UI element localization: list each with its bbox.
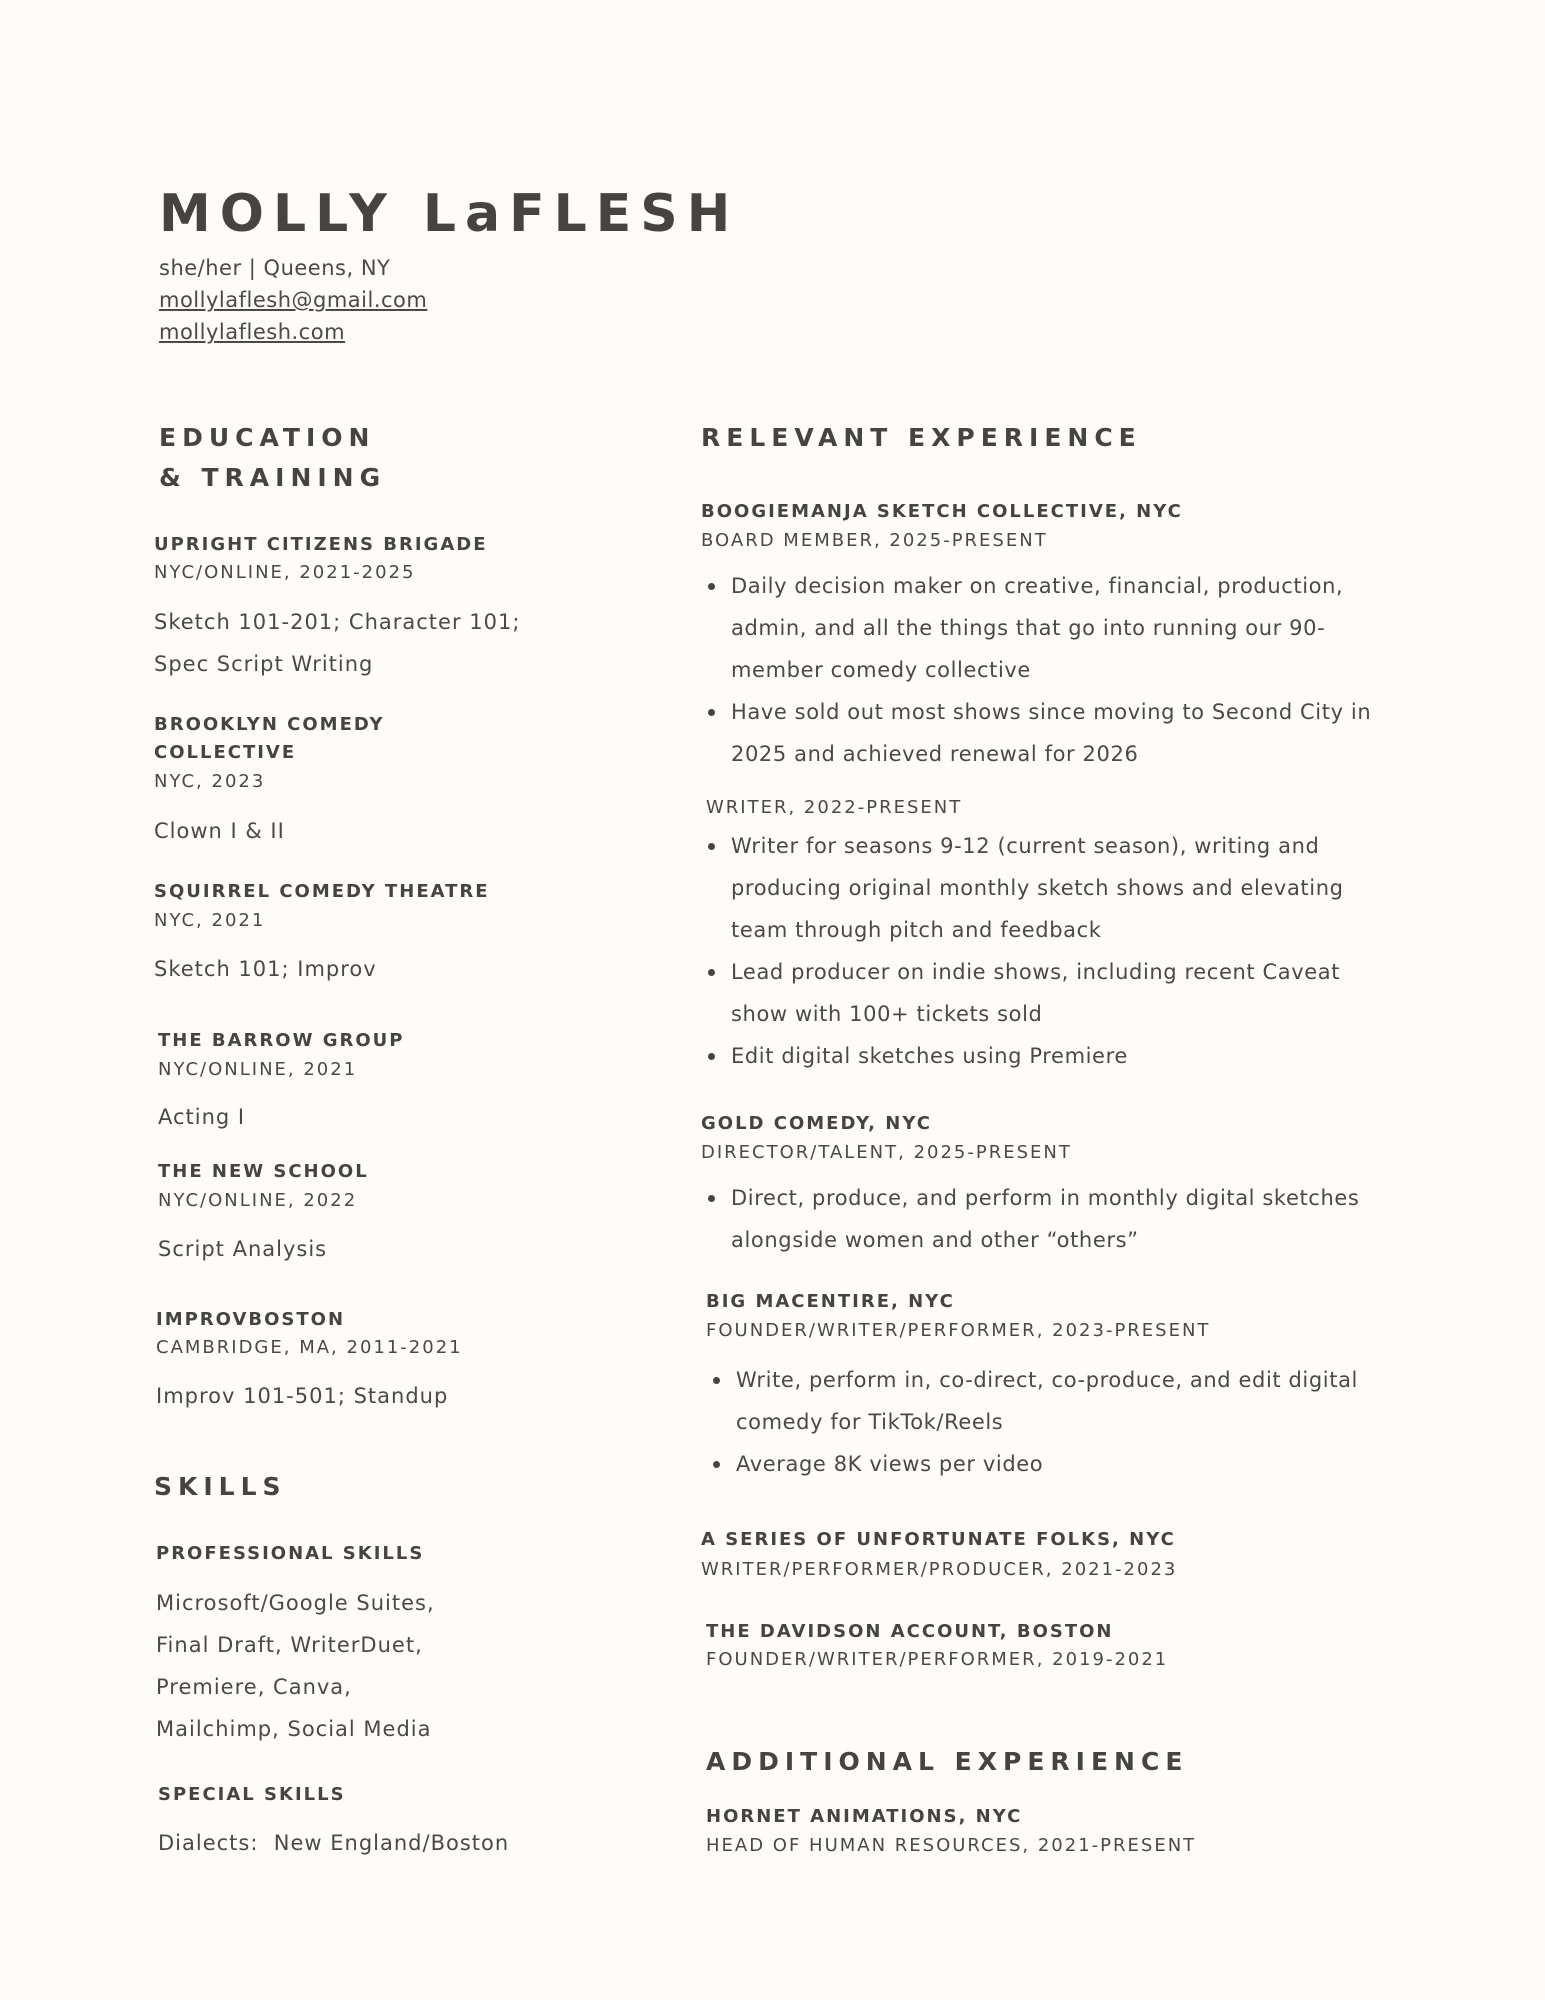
bullet-item: Direct, produce, and perform in monthly digital sketches alongside women and other “others” <box>708 1177 1388 1261</box>
org-name: BOOGIEMANJA SKETCH COLLECTIVE, NYC <box>701 501 1183 522</box>
role: HEAD OF HUMAN RESOURCES, 2021-PRESENT <box>706 1835 1197 1856</box>
school-name: BROOKLYN COMEDY COLLECTIVE <box>154 714 385 763</box>
education-heading: EDUCATION & TRAINING <box>159 423 387 492</box>
pronouns-location: she/her | Queens, NY <box>159 256 391 280</box>
bullet-item: Have sold out most shows since moving to Second City in 2025 and achieved renewal for 2026 <box>708 691 1388 775</box>
school-location: NYC/ONLINE, 2021 <box>158 1059 358 1080</box>
bullet-list <box>708 1177 1388 1261</box>
professional-skills-heading: PROFESSIONAL SKILLS <box>156 1543 425 1564</box>
bullet-item: Lead producer on indie shows, including recent Caveat show with 100+ tickets sold <box>708 951 1388 1035</box>
org-name: A SERIES OF UNFORTUNATE FOLKS, NYC <box>701 1529 1176 1550</box>
bullet-list <box>708 825 1388 1077</box>
special-skills: Dialects: New England/Boston <box>158 1831 510 1855</box>
role: WRITER, 2022-PRESENT <box>706 797 963 818</box>
skills-heading: SKILLS <box>154 1472 287 1501</box>
school-courses: Script Analysis <box>158 1237 328 1261</box>
school-courses: Improv 101-501; Standup <box>156 1384 449 1408</box>
school-courses: Acting I <box>158 1105 246 1129</box>
resume-name: MOLLY LaFLESH <box>159 184 740 244</box>
bullet-list <box>708 565 1388 775</box>
school-name: UPRIGHT CITIZENS BRIGADE <box>154 534 488 555</box>
bullet-item: Edit digital sketches using Premiere <box>708 1035 1388 1077</box>
bullet-item: Writer for seasons 9-12 (current season), writing and producing original monthly sketch shows and elevating team through pitch and feedback <box>708 825 1388 951</box>
additional-experience-heading: ADDITIONAL EXPERIENCE <box>706 1747 1189 1776</box>
org-name: THE DAVIDSON ACCOUNT, BOSTON <box>706 1621 1114 1642</box>
school-location: NYC/ONLINE, 2022 <box>158 1190 358 1211</box>
org-name: HORNET ANIMATIONS, NYC <box>706 1806 1023 1827</box>
relevant-experience-heading: RELEVANT EXPERIENCE <box>701 423 1142 452</box>
bullet-item: Daily decision maker on creative, financial, production, admin, and all the things that go into running our 90-member comedy collective <box>708 565 1388 691</box>
bullet-item: Average 8K views per video <box>713 1443 1393 1485</box>
school-name: SQUIRREL COMEDY THEATRE <box>154 881 490 902</box>
special-skills-heading: SPECIAL SKILLS <box>158 1784 346 1805</box>
school-courses: Sketch 101; Improv <box>154 957 377 981</box>
role: WRITER/PERFORMER/PRODUCER, 2021-2023 <box>701 1559 1178 1580</box>
bullet-item: Write, perform in, co-direct, co-produce, and edit digital comedy for TikTok/Reels <box>713 1359 1393 1443</box>
school-location: CAMBRIDGE, MA, 2011-2021 <box>156 1337 463 1358</box>
school-location: NYC, 2021 <box>154 910 266 931</box>
website-link[interactable]: mollylaflesh.com <box>159 320 346 344</box>
org-name: GOLD COMEDY, NYC <box>701 1113 932 1134</box>
school-location: NYC/ONLINE, 2021-2025 <box>154 562 416 583</box>
school-name: THE BARROW GROUP <box>158 1030 405 1051</box>
bullet-list <box>713 1359 1393 1485</box>
school-location: NYC, 2023 <box>154 771 266 792</box>
school-name: IMPROVBOSTON <box>156 1309 346 1330</box>
role: FOUNDER/WRITER/PERFORMER, 2019-2021 <box>706 1649 1169 1670</box>
org-name: BIG MACENTIRE, NYC <box>706 1291 955 1312</box>
school-name: THE NEW SCHOOL <box>158 1161 369 1182</box>
email-link[interactable]: mollylaflesh@gmail.com <box>159 288 428 312</box>
role: DIRECTOR/TALENT, 2025-PRESENT <box>701 1142 1072 1163</box>
role: FOUNDER/WRITER/PERFORMER, 2023-PRESENT <box>706 1320 1211 1341</box>
school-courses: Sketch 101-201; Character 101; Spec Script Writing <box>154 610 521 676</box>
professional-skills-list: Microsoft/Google Suites, Final Draft, WriterDuet, Premiere, Canva, Mailchimp, Social Media <box>156 1591 435 1741</box>
school-courses: Clown I & II <box>154 819 285 843</box>
role: BOARD MEMBER, 2025-PRESENT <box>701 530 1048 551</box>
